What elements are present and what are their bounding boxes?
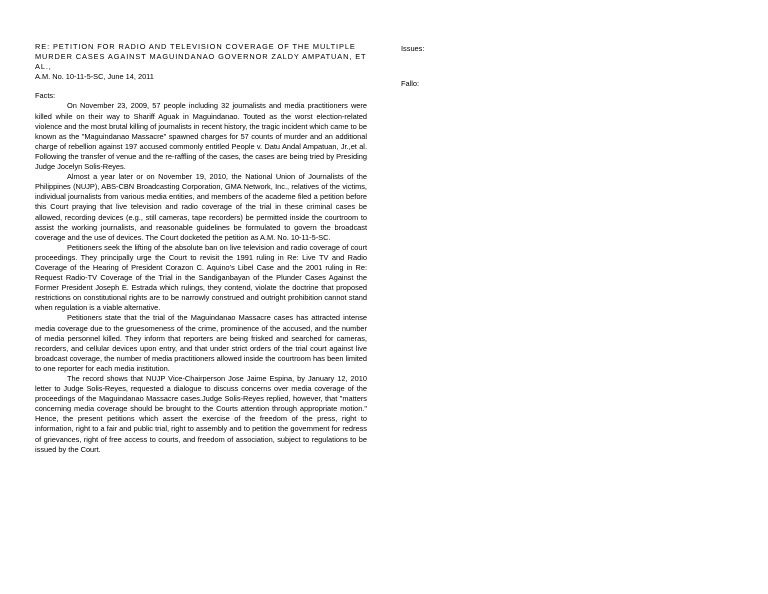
facts-paragraph: Almost a year later or on November 19, 2010, the National Union of Journalists of the Philippines (NUJP), ABS-CBN Broadcasting Corporation, GMA Network, Inc., relatives of the victims, individual journalists from various media entities, and members of the academe filed a petition before this Court praying that live television and radio coverage of the trial in these criminal cases be allowed, recording devices (e.g., still cameras, tape recorders) be permitted inside the courtroom to assist the working journalists, and reasonable guidelines be formulated to govern the broadcast coverage and the use of devices. The Court docketed the petition as A.M. No. 10-11-5-SC. xyxy=(35,172,367,242)
facts-paragraph: Petitioners seek the lifting of the absolute ban on live television and radio coverage of court proceedings. They principally urge the Court to revisit the 1991 ruling in Re: Live TV and Radio Coverage of the Hearing of President Corazon C. Aquino's Libel Case and the 2001 ruling in Re: Request Radio-TV Coverage of the Trial in the Sandiganbayan of the Plunder Cases Against the Former President Joseph E. Estrada which rulings, they contend, violate the doctrine that proposed restrictions on constitutional rights are to be narrowly construed and outright prohibition cannot stand when regulation is a viable alternative. xyxy=(35,242,367,313)
case-title: RE: PETITION FOR RADIO AND TELEVISION COVERAGE OF THE MULTIPLE MURDER CASES AGAINST MAGUINDANAO GOVERNOR ZALDY AMPATUAN, ET AL., xyxy=(35,42,367,72)
facts-paragraph: The record shows that NUJP Vice-Chairperson Jose Jaime Espina, by January 12, 2010 letter to Judge Solis-Reyes, requested a dialogue to discuss concerns over media coverage of the proceedings of the Maguindanao Massacre cases.Judge Solis-Reyes replied, however, that "matters concerning media coverage should be brought to the Courts attention through appropriate motion." Hence, the present petitions which assert the exercise of the freedom of the press, right to information, right to a fair and public trial, right to assembly and to petition the government for redress of grievances, right of free access to courts, and freedom of association, subject to regulations to be issued by the Court. xyxy=(35,374,367,454)
facts-heading: Facts: xyxy=(35,91,56,101)
facts-paragraph: On November 23, 2009, 57 people including 32 journalists and media practitioners were killed while on their way to Shariff Aguak in Maguindanao. Touted as the worst election-related violence and the most brutal killing of journalists in recent history, the tragic incident which came to be known as the "Maguindanao Massacre" spawned charges for 57 counts of murder and an additional charge of rebellion against 197 accused commonly entitled People v. Datu Andal Ampatuan, Jr.,et al. Following the transfer of venue and the re-raffling of the cases, the cases are being tried by Presiding Judge Jocelyn Solis-Reyes. xyxy=(35,101,367,172)
case-digest-column xyxy=(35,42,367,455)
fallo-heading: Fallo: xyxy=(401,79,420,88)
facts-paragraph: Petitioners state that the trial of the Maguindanao Massacre cases has attracted intense media coverage due to the gruesomeness of the crime, prominence of the accused, and the number of media personnel killed. They inform that reporters are being frisked and searched for cameras, recorders, and cellular devices upon entry, and that under strict orders of the trial court against live broadcast coverage, the number of media practitioners allowed inside the courtroom has been limited to one reporter for each media institution. xyxy=(35,313,367,373)
issues-heading: Issues: xyxy=(401,44,425,53)
case-citation: A.M. No. 10-11-5-SC, June 14, 2011 xyxy=(35,72,154,82)
